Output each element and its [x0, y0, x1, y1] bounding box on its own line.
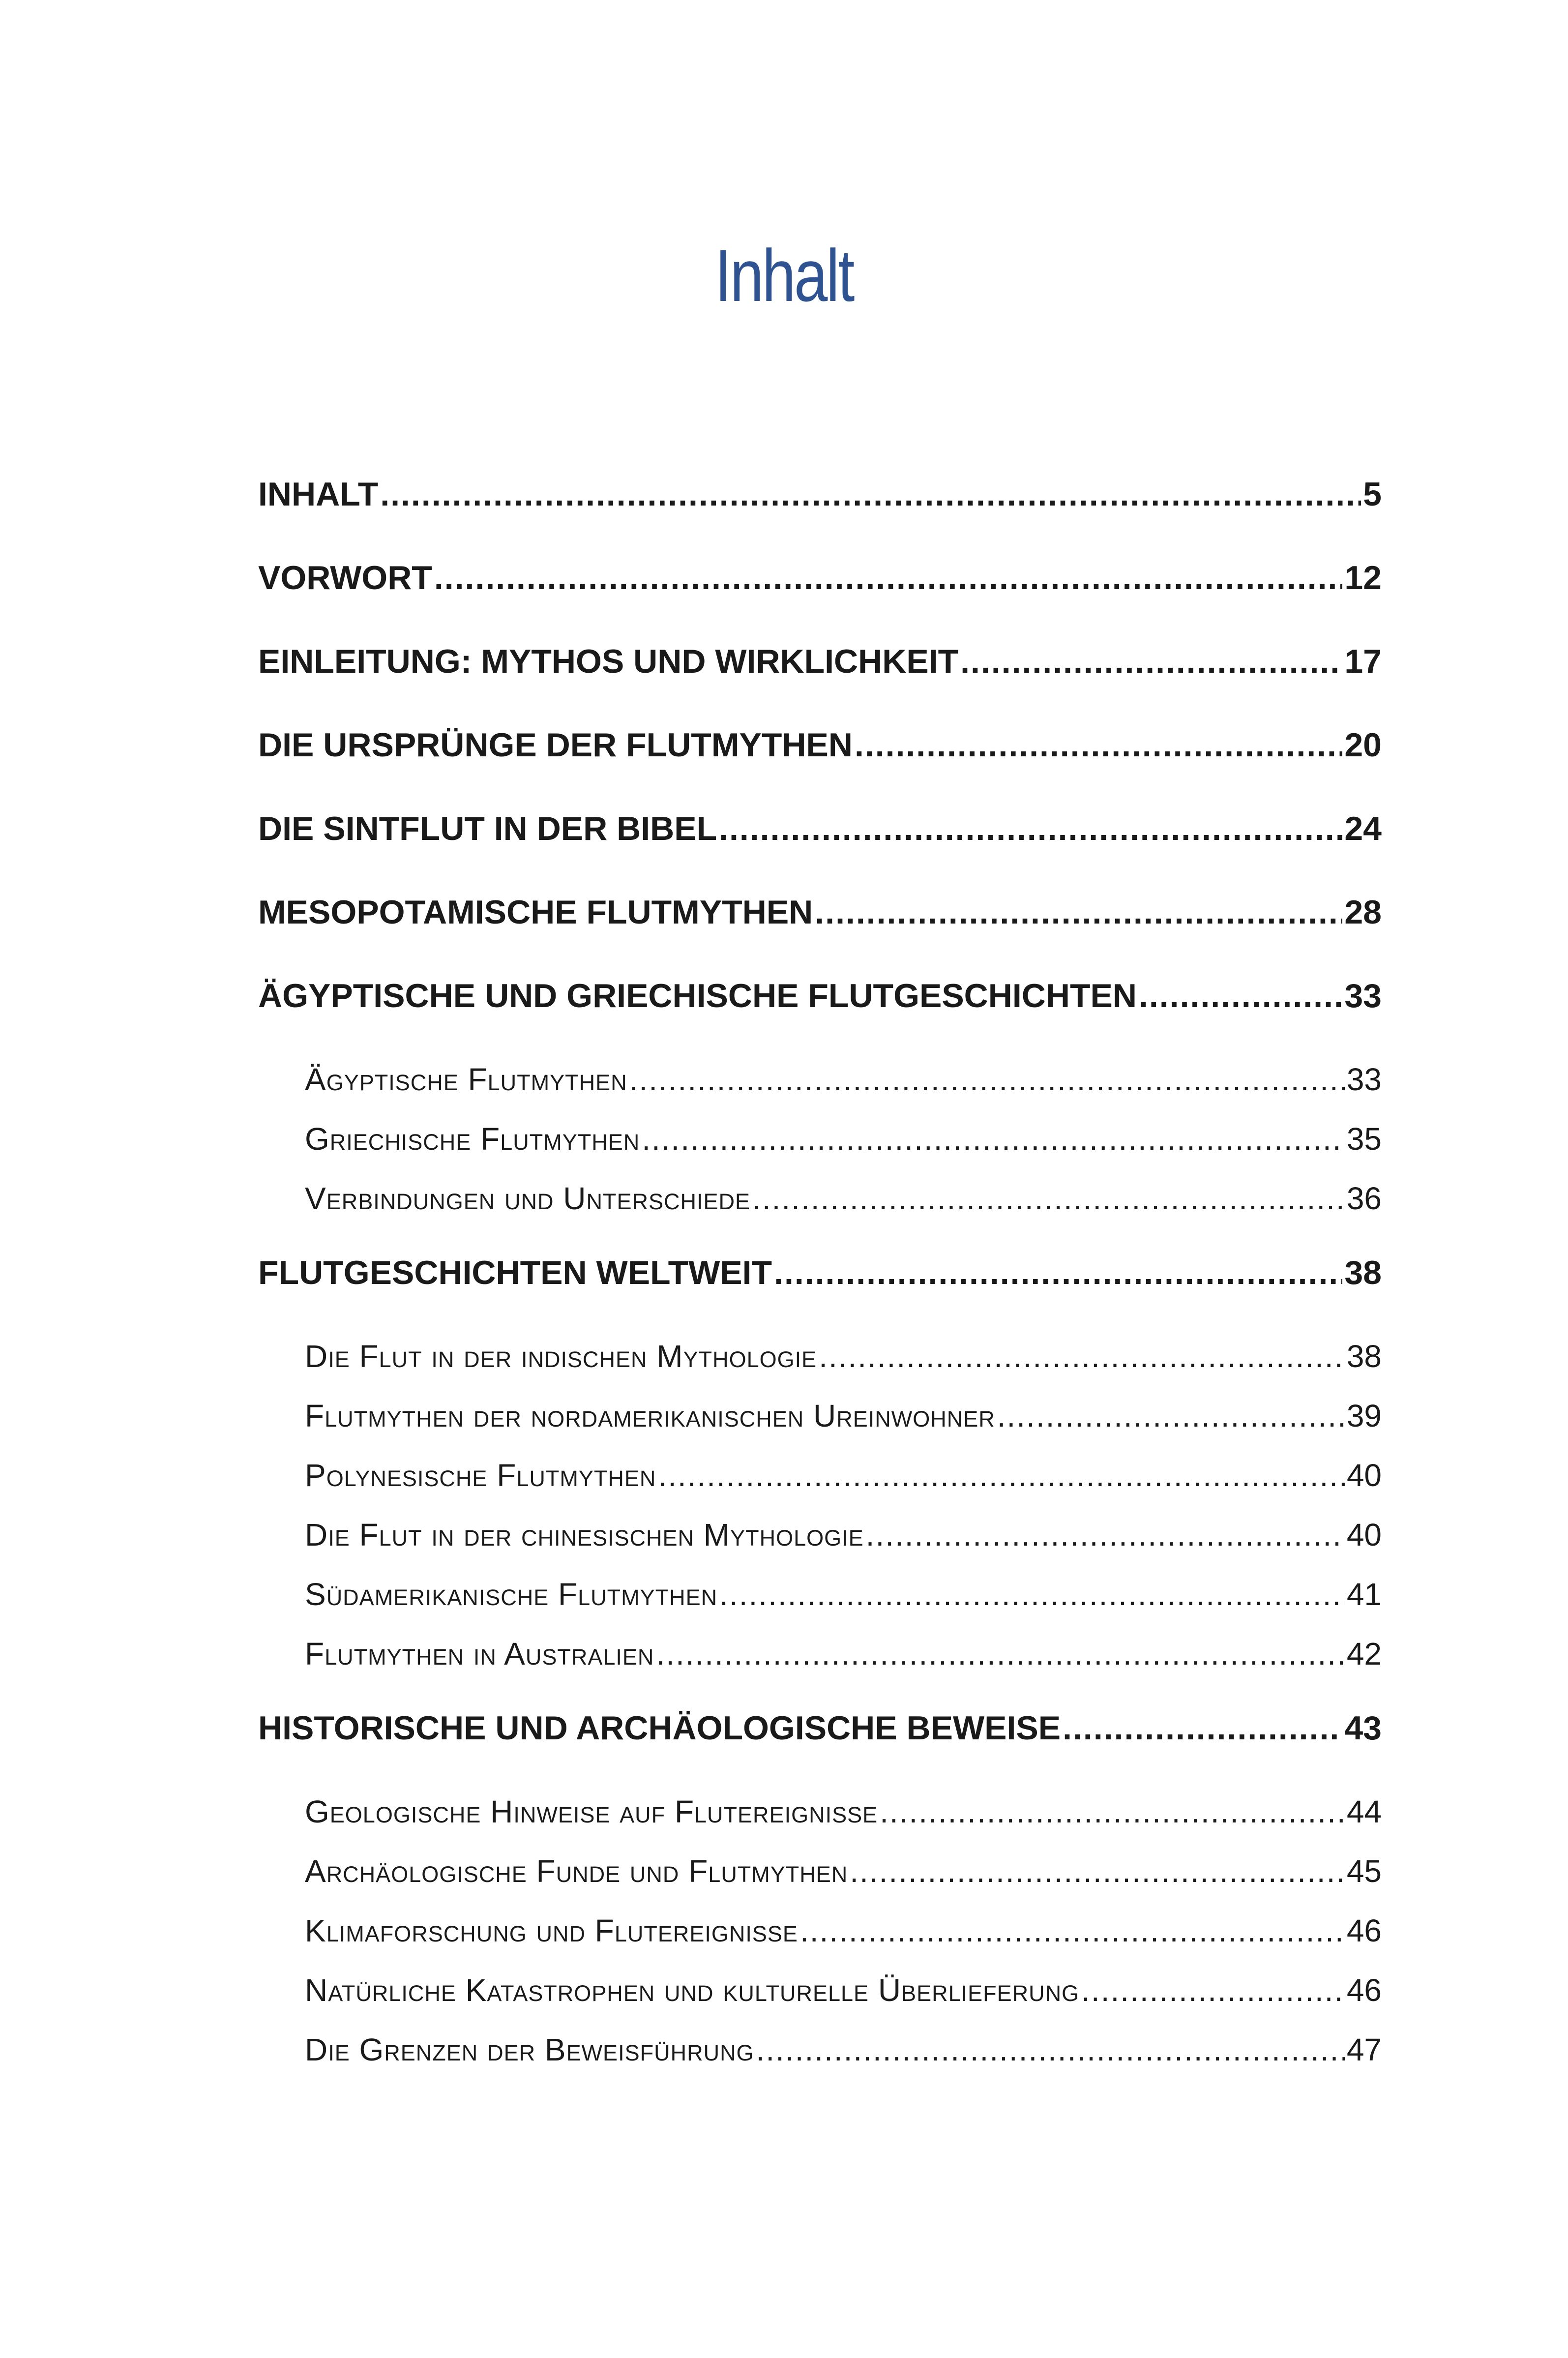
- toc-entry-page: 24: [1344, 802, 1382, 856]
- toc-entry-label: Ägyptische Flutmythen: [305, 1052, 627, 1106]
- toc-subentry-griechische[interactable]: [258, 1112, 1382, 1171]
- toc-entry-page: 39: [1347, 1389, 1382, 1443]
- toc-entry-page: 38: [1347, 1329, 1382, 1383]
- toc-entry-page: 33: [1347, 1052, 1382, 1106]
- toc-entry-label: Die Flut in der indischen Mythologie: [305, 1329, 817, 1383]
- toc-entry-beweise[interactable]: [258, 1701, 1382, 1785]
- dot-leader: [380, 467, 1361, 521]
- toc-entry-label: Südamerikanische Flutmythen: [305, 1567, 717, 1621]
- toc-subentry-chinesische[interactable]: [258, 1508, 1382, 1567]
- toc-entry-label: FLUTGESCHICHTEN WELTWEIT: [258, 1246, 772, 1300]
- toc-entry-label: HISTORISCHE UND ARCHÄOLOGISCHE BEWEISE: [258, 1701, 1061, 1755]
- dot-leader: [719, 802, 1342, 856]
- toc-subentry-verbindungen[interactable]: [258, 1171, 1382, 1231]
- group-spacer: [258, 1686, 1382, 1701]
- toc-entry-sintflut[interactable]: [258, 802, 1382, 885]
- toc-entry-label: Archäologische Funde und Flutmythen: [305, 1844, 848, 1898]
- dot-leader: [774, 1246, 1342, 1300]
- toc-entry-page: 36: [1347, 1171, 1382, 1225]
- page-title: Inhalt: [714, 234, 854, 317]
- toc-entry-label: Geologische Hinweise auf Flutereignisse: [305, 1785, 878, 1839]
- toc-entry-page: 47: [1347, 2023, 1382, 2077]
- toc-entry-aegyptische-griechische[interactable]: [258, 969, 1382, 1052]
- dot-leader: [656, 1627, 1344, 1681]
- toc-entry-page: 45: [1347, 1844, 1382, 1898]
- toc-entry-page: 40: [1347, 1508, 1382, 1562]
- dot-leader: [880, 1785, 1345, 1839]
- toc-entry-einleitung[interactable]: [258, 634, 1382, 718]
- toc-subentry-archaeologische[interactable]: [258, 1844, 1382, 1904]
- toc-subentry-suedamerikanische[interactable]: [258, 1567, 1382, 1627]
- toc-entry-label: EINLEITUNG: MYTHOS UND WIRKLICHKEIT: [258, 634, 958, 688]
- dot-leader: [756, 2023, 1345, 2077]
- toc-entry-page: 46: [1347, 1904, 1382, 1958]
- toc-entry-page: 41: [1347, 1567, 1382, 1621]
- toc-entry-label: DIE SINTFLUT IN DER BIBEL: [258, 802, 717, 856]
- toc-entry-label: Polynesische Flutmythen: [305, 1448, 656, 1502]
- toc-subentry-klimaforschung[interactable]: [258, 1904, 1382, 1963]
- dot-leader: [719, 1567, 1345, 1621]
- dot-leader: [1063, 1701, 1342, 1755]
- dot-leader: [866, 1508, 1345, 1562]
- dot-leader: [960, 634, 1342, 688]
- dot-leader: [434, 551, 1343, 605]
- dot-leader: [855, 718, 1342, 772]
- toc-entry-page: 40: [1347, 1448, 1382, 1502]
- dot-leader: [800, 1904, 1345, 1958]
- group-spacer: [258, 1231, 1382, 1246]
- toc-subentry-polynesische[interactable]: [258, 1448, 1382, 1508]
- toc-entry-label: Die Flut in der chinesischen Mythologie: [305, 1508, 864, 1562]
- toc-entry-page: 43: [1344, 1701, 1382, 1755]
- dot-leader: [850, 1844, 1345, 1898]
- toc-subentry-grenzen[interactable]: [258, 2023, 1382, 2082]
- toc-entry-vorwort[interactable]: [258, 551, 1382, 634]
- toc-entry-label: ÄGYPTISCHE UND GRIECHISCHE FLUTGESCHICHTEN: [258, 969, 1137, 1023]
- toc-subentry-aegyptische[interactable]: [258, 1052, 1382, 1112]
- toc-entry-page: 42: [1347, 1627, 1382, 1681]
- toc-entry-page: 33: [1344, 969, 1382, 1023]
- toc-entry-page: 44: [1347, 1785, 1382, 1839]
- toc-subentry-australien[interactable]: [258, 1627, 1382, 1686]
- table-of-contents: [258, 467, 1382, 2082]
- toc-subentry-indische[interactable]: [258, 1329, 1382, 1389]
- toc-entry-mesopotamische[interactable]: [258, 885, 1382, 969]
- toc-entry-label: Verbindungen und Unterschiede: [305, 1171, 750, 1225]
- toc-entry-label: MESOPOTAMISCHE FLUTMYTHEN: [258, 885, 813, 939]
- toc-entry-weltweit[interactable]: [258, 1246, 1382, 1329]
- toc-entry-page: 20: [1344, 718, 1382, 772]
- dot-leader: [815, 885, 1342, 939]
- dot-leader: [1081, 1963, 1345, 2017]
- dot-leader: [642, 1112, 1345, 1166]
- toc-subentry-geologische[interactable]: [258, 1785, 1382, 1844]
- toc-subentry-natuerliche[interactable]: [258, 1963, 1382, 2023]
- dot-leader: [658, 1448, 1344, 1502]
- toc-entry-label: Flutmythen in Australien: [305, 1627, 654, 1681]
- toc-entry-page: 28: [1344, 885, 1382, 939]
- toc-entry-label: Griechische Flutmythen: [305, 1112, 640, 1166]
- toc-entry-label: Die Grenzen der Beweisführung: [305, 2023, 754, 2077]
- toc-entry-label: VORWORT: [258, 551, 432, 605]
- toc-entry-page: 38: [1344, 1246, 1382, 1300]
- toc-entry-label: DIE URSPRÜNGE DER FLUTMYTHEN: [258, 718, 853, 772]
- toc-entry-page: 17: [1344, 634, 1382, 688]
- toc-entry-label: Klimaforschung und Flutereignisse: [305, 1904, 798, 1958]
- toc-entry-urspruenge[interactable]: [258, 718, 1382, 802]
- toc-entry-page: 5: [1363, 467, 1382, 521]
- toc-entry-page: 12: [1344, 551, 1382, 605]
- toc-entry-page: 46: [1347, 1963, 1382, 2017]
- toc-entry-label: INHALT: [258, 467, 378, 521]
- toc-entry-label: Flutmythen der nordamerikanischen Ureinwohner: [305, 1389, 995, 1443]
- dot-leader: [819, 1329, 1345, 1383]
- dot-leader: [752, 1171, 1345, 1225]
- dot-leader: [1139, 969, 1342, 1023]
- toc-entry-label: Natürliche Katastrophen und kulturelle Überlieferung: [305, 1963, 1079, 2017]
- toc-entry-inhalt[interactable]: [258, 467, 1382, 551]
- dot-leader: [997, 1389, 1345, 1443]
- dot-leader: [629, 1052, 1345, 1106]
- toc-subentry-nordamerikanische[interactable]: [258, 1389, 1382, 1448]
- toc-entry-page: 35: [1347, 1112, 1382, 1166]
